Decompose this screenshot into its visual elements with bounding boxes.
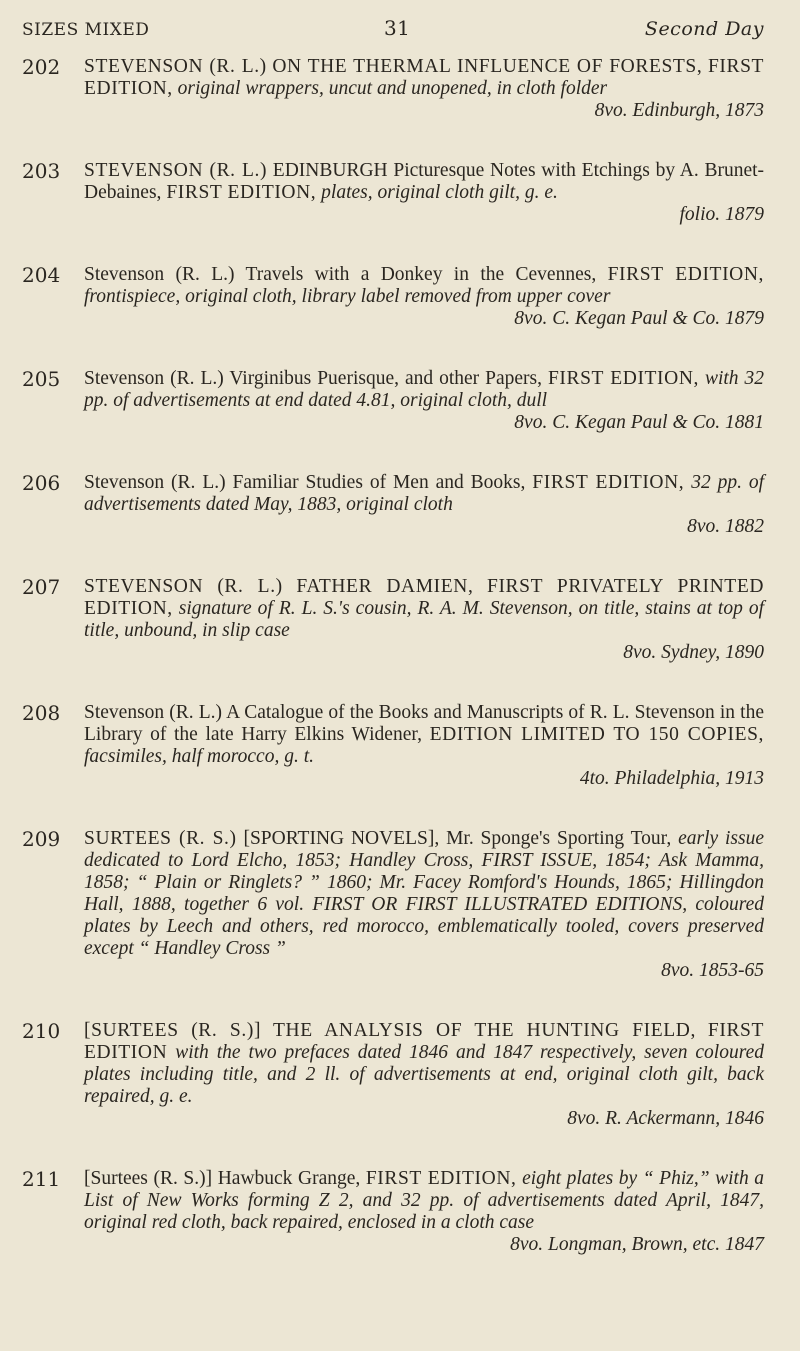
lot-number: 204 (22, 263, 61, 287)
lot-entry (22, 472, 764, 538)
lot-imprint: 8vo. 1853-65 (661, 960, 764, 981)
lot-title: Familiar Studies of Men and Books, (232, 472, 526, 493)
lot-author: STEVENSON (R. L.) (84, 160, 268, 181)
lot-title: EDINBURGH Picturesque Notes with Etchings by A. Brunet-Debaines, (84, 160, 765, 203)
lot-entry (22, 702, 764, 790)
lot-number: 206 (22, 471, 61, 495)
lot-number: 209 (22, 827, 61, 851)
running-head (22, 16, 764, 40)
lot-imprint: 4to. Philadelphia, 1913 (579, 768, 764, 789)
lot-details: plates, original cloth gilt, g. e. (321, 182, 558, 203)
lot-edition: EDITION LIMITED TO 150 COPIES, (429, 724, 765, 745)
lot-imprint: 8vo. Sydney, 1890 (623, 642, 764, 663)
lot-number: 208 (22, 701, 61, 725)
lot-description (84, 828, 764, 982)
lot-edition: FIRST EDITION, (84, 56, 765, 99)
lot-description (84, 264, 764, 330)
lot-imprint: 8vo. Edinburgh, 1873 (594, 100, 764, 121)
lot-details: facsimiles, half morocco, g. t. (84, 746, 315, 767)
lot-title: A Catalogue of the Books and Manuscripts of R. L. Stevenson in the Library of the late Harry Elkins Widener, (84, 702, 764, 745)
lot-description (84, 472, 764, 538)
lot-entry (22, 264, 764, 330)
lot-title: Virginibus Puerisque, and other Papers, (229, 368, 542, 389)
lot-details: eight plates by “ Phiz,” with a List of New Works forming Z 2, and 32 pp. of advertisements dated April, 1847, original red cloth, back repaired, enclosed in a cloth case (84, 1168, 765, 1233)
lot-author: Stevenson (R. L.) (84, 702, 223, 723)
page-number: 31 (383, 16, 411, 40)
lot-number: 205 (22, 367, 61, 391)
lot-title: Hawbuck Grange, (217, 1168, 361, 1189)
lot-details: early issue dedicated to Lord Elcho, 1853; Handley Cross, FIRST ISSUE, 1854; Ask Mamma, 1858; “ Plain or Ringlets? ” 1860; Mr. Facey Romford's Hounds, 1865; Hillingdon Hall, 1888, together 6 vol. FIRST OR FIRST ILLUSTRATED EDITIONS, coloured plates by Leech and others, red morocco, emblematically tooled, covers preserved except “ Handley Cross ” (84, 828, 765, 959)
lot-title: FATHER DAMIEN, (296, 576, 474, 597)
lot-number: 210 (22, 1019, 61, 1043)
lot-details: with the two prefaces dated 1846 and 1847 respectively, seven coloured plates including title, and 2 ll. of advertisements at end, original cloth gilt, back repaired, g. e. (84, 1042, 764, 1107)
lot-number: 211 (22, 1167, 61, 1191)
lot-edition: FIRST EDITION, (607, 264, 764, 285)
lot-author: STEVENSON (R. L.) (84, 576, 283, 597)
lot-number: 207 (22, 575, 61, 599)
lot-edition: FIRST PRIVATELY PRINTED EDITION, (84, 576, 765, 619)
lot-number: 203 (22, 159, 61, 183)
lot-author: STEVENSON (R. L.) (84, 56, 267, 77)
lot-description (84, 702, 764, 790)
lot-details: original wrappers, uncut and unopened, in cloth folder (177, 78, 608, 99)
lot-title: [SPORTING NOVELS], Mr. Sponge's Sporting Tour, (243, 828, 672, 849)
lot-author: [SURTEES (R. S.)] (84, 1020, 262, 1041)
lot-edition: FIRST EDITION, (547, 368, 699, 389)
lot-author: Stevenson (R. L.) (84, 264, 235, 285)
lot-edition: FIRST EDITION, (365, 1168, 517, 1189)
lot-details: 32 pp. of advertisements dated May, 1883, original cloth (84, 472, 765, 515)
lot-number: 202 (22, 55, 61, 79)
lot-edition: FIRST EDITION, (532, 472, 685, 493)
lot-title: Travels with a Donkey in the Cevennes, (245, 264, 597, 285)
lot-imprint: 8vo. C. Kegan Paul & Co. 1881 (514, 412, 764, 433)
lot-entry (22, 56, 764, 122)
header-right: Second Day (644, 18, 764, 40)
lot-entry (22, 160, 764, 226)
lot-imprint: folio. 1879 (679, 204, 764, 225)
lot-author: SURTEES (R. S.) (84, 828, 237, 849)
lot-edition: FIRST EDITION (84, 1020, 765, 1063)
lot-title: ON THE THERMAL INFLUENCE OF FORESTS, (272, 56, 703, 77)
lot-edition: FIRST EDITION, (166, 182, 317, 203)
lot-details: with 32 pp. of advertisements at end dated 4.81, original cloth, dull (84, 368, 765, 411)
lot-entry (22, 1020, 764, 1130)
lot-author: Stevenson (R. L.) (84, 368, 224, 389)
lot-description (84, 1020, 764, 1130)
lot-list (22, 56, 764, 1256)
lot-description (84, 160, 764, 226)
lot-entry (22, 576, 764, 664)
lot-description (84, 576, 764, 664)
lot-entry (22, 1168, 764, 1256)
lot-imprint: 8vo. C. Kegan Paul & Co. 1879 (514, 308, 764, 329)
lot-author: Stevenson (R. L.) (84, 472, 226, 493)
lot-description (84, 1168, 764, 1256)
header-left: SIZES MIXED (22, 20, 150, 40)
lot-details: frontispiece, original cloth, library label removed from upper cover (84, 286, 611, 307)
lot-title: THE ANALYSIS OF THE HUNTING FIELD, (273, 1020, 696, 1041)
lot-author: [Surtees (R. S.)] (84, 1168, 213, 1189)
lot-entry (22, 368, 764, 434)
lot-imprint: 8vo. R. Ackermann, 1846 (567, 1108, 764, 1129)
lot-entry (22, 828, 764, 982)
lot-description (84, 56, 764, 122)
lot-imprint: 8vo. 1882 (687, 516, 764, 537)
lot-imprint: 8vo. Longman, Brown, etc. 1847 (510, 1234, 764, 1255)
lot-details: signature of R. L. S.'s cousin, R. A. M. Stevenson, on title, stains at top of title, unbound, in slip case (84, 598, 764, 641)
lot-description (84, 368, 764, 434)
